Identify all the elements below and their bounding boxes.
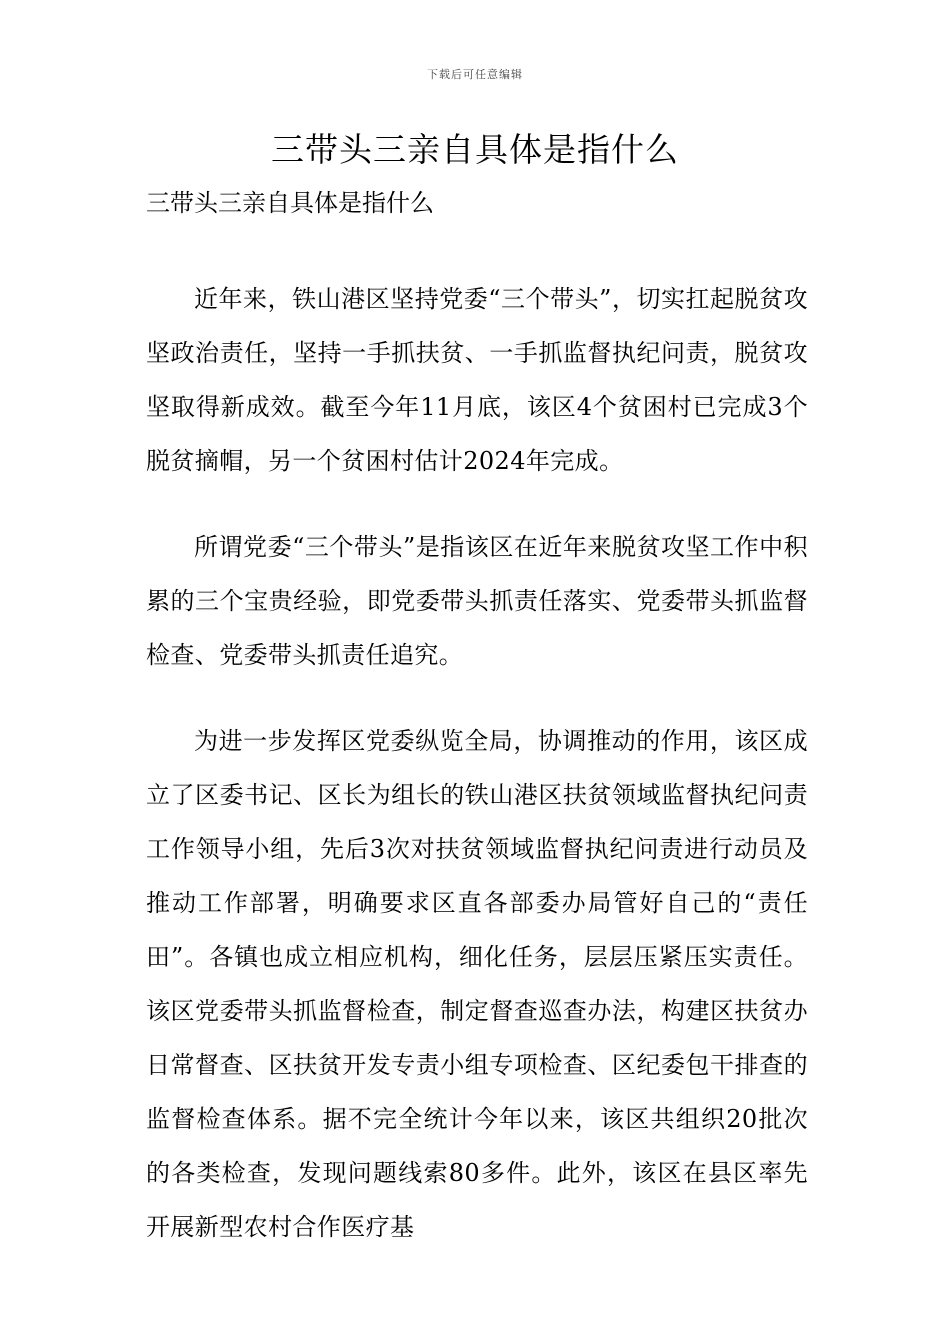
body-paragraph: 为进一步发挥区党委纵览全局，协调推动的作用，该区成立了区委书记、区长为组长的铁山港区扶贫领域监督执纪问责工作领导小组，先后3次对扶贫领域监督执纪问责进行动员及推动工作部署，明确要求区直各部委办局管好自己的“责任田”。各镇也成立相应机构，细化任务，层层压紧压实责任。该区党委带头抓监督检查，制定督查巡查办法，构建区扶贫办日常督查、区扶贫开发专责小组专项检查、区纪委包干排查的监督检查体系。据不完全统计今年以来，该区共组织20批次的各类检查，发现问题线索80多件。此外，该区在县区率先开展新型农村合作医疗基 [146,727,808,1241]
document-subtitle: 三带头三亲自具体是指什么 [146,189,434,217]
body-paragraph: 所谓党委“三个带头”是指该区在近年来脱贫攻坚工作中积累的三个宝贵经验，即党委带头抓责任落实、党委带头抓监督检查、党委带头抓责任追究。 [146,533,808,669]
document-title: 三带头三亲自具体是指什么 [271,130,679,169]
body-paragraph: 近年来，铁山港区坚持党委“三个带头”，切实扛起脱贫攻坚政治责任，坚持一手抓扶贫、一手抓监督执纪问责，脱贫攻坚取得新成效。截至今年11月底，该区4个贫困村已完成3个脱贫摘帽，另一个贫困村估计2024年完成。 [146,285,808,475]
header-note: 下载后可任意编辑 [427,68,523,81]
